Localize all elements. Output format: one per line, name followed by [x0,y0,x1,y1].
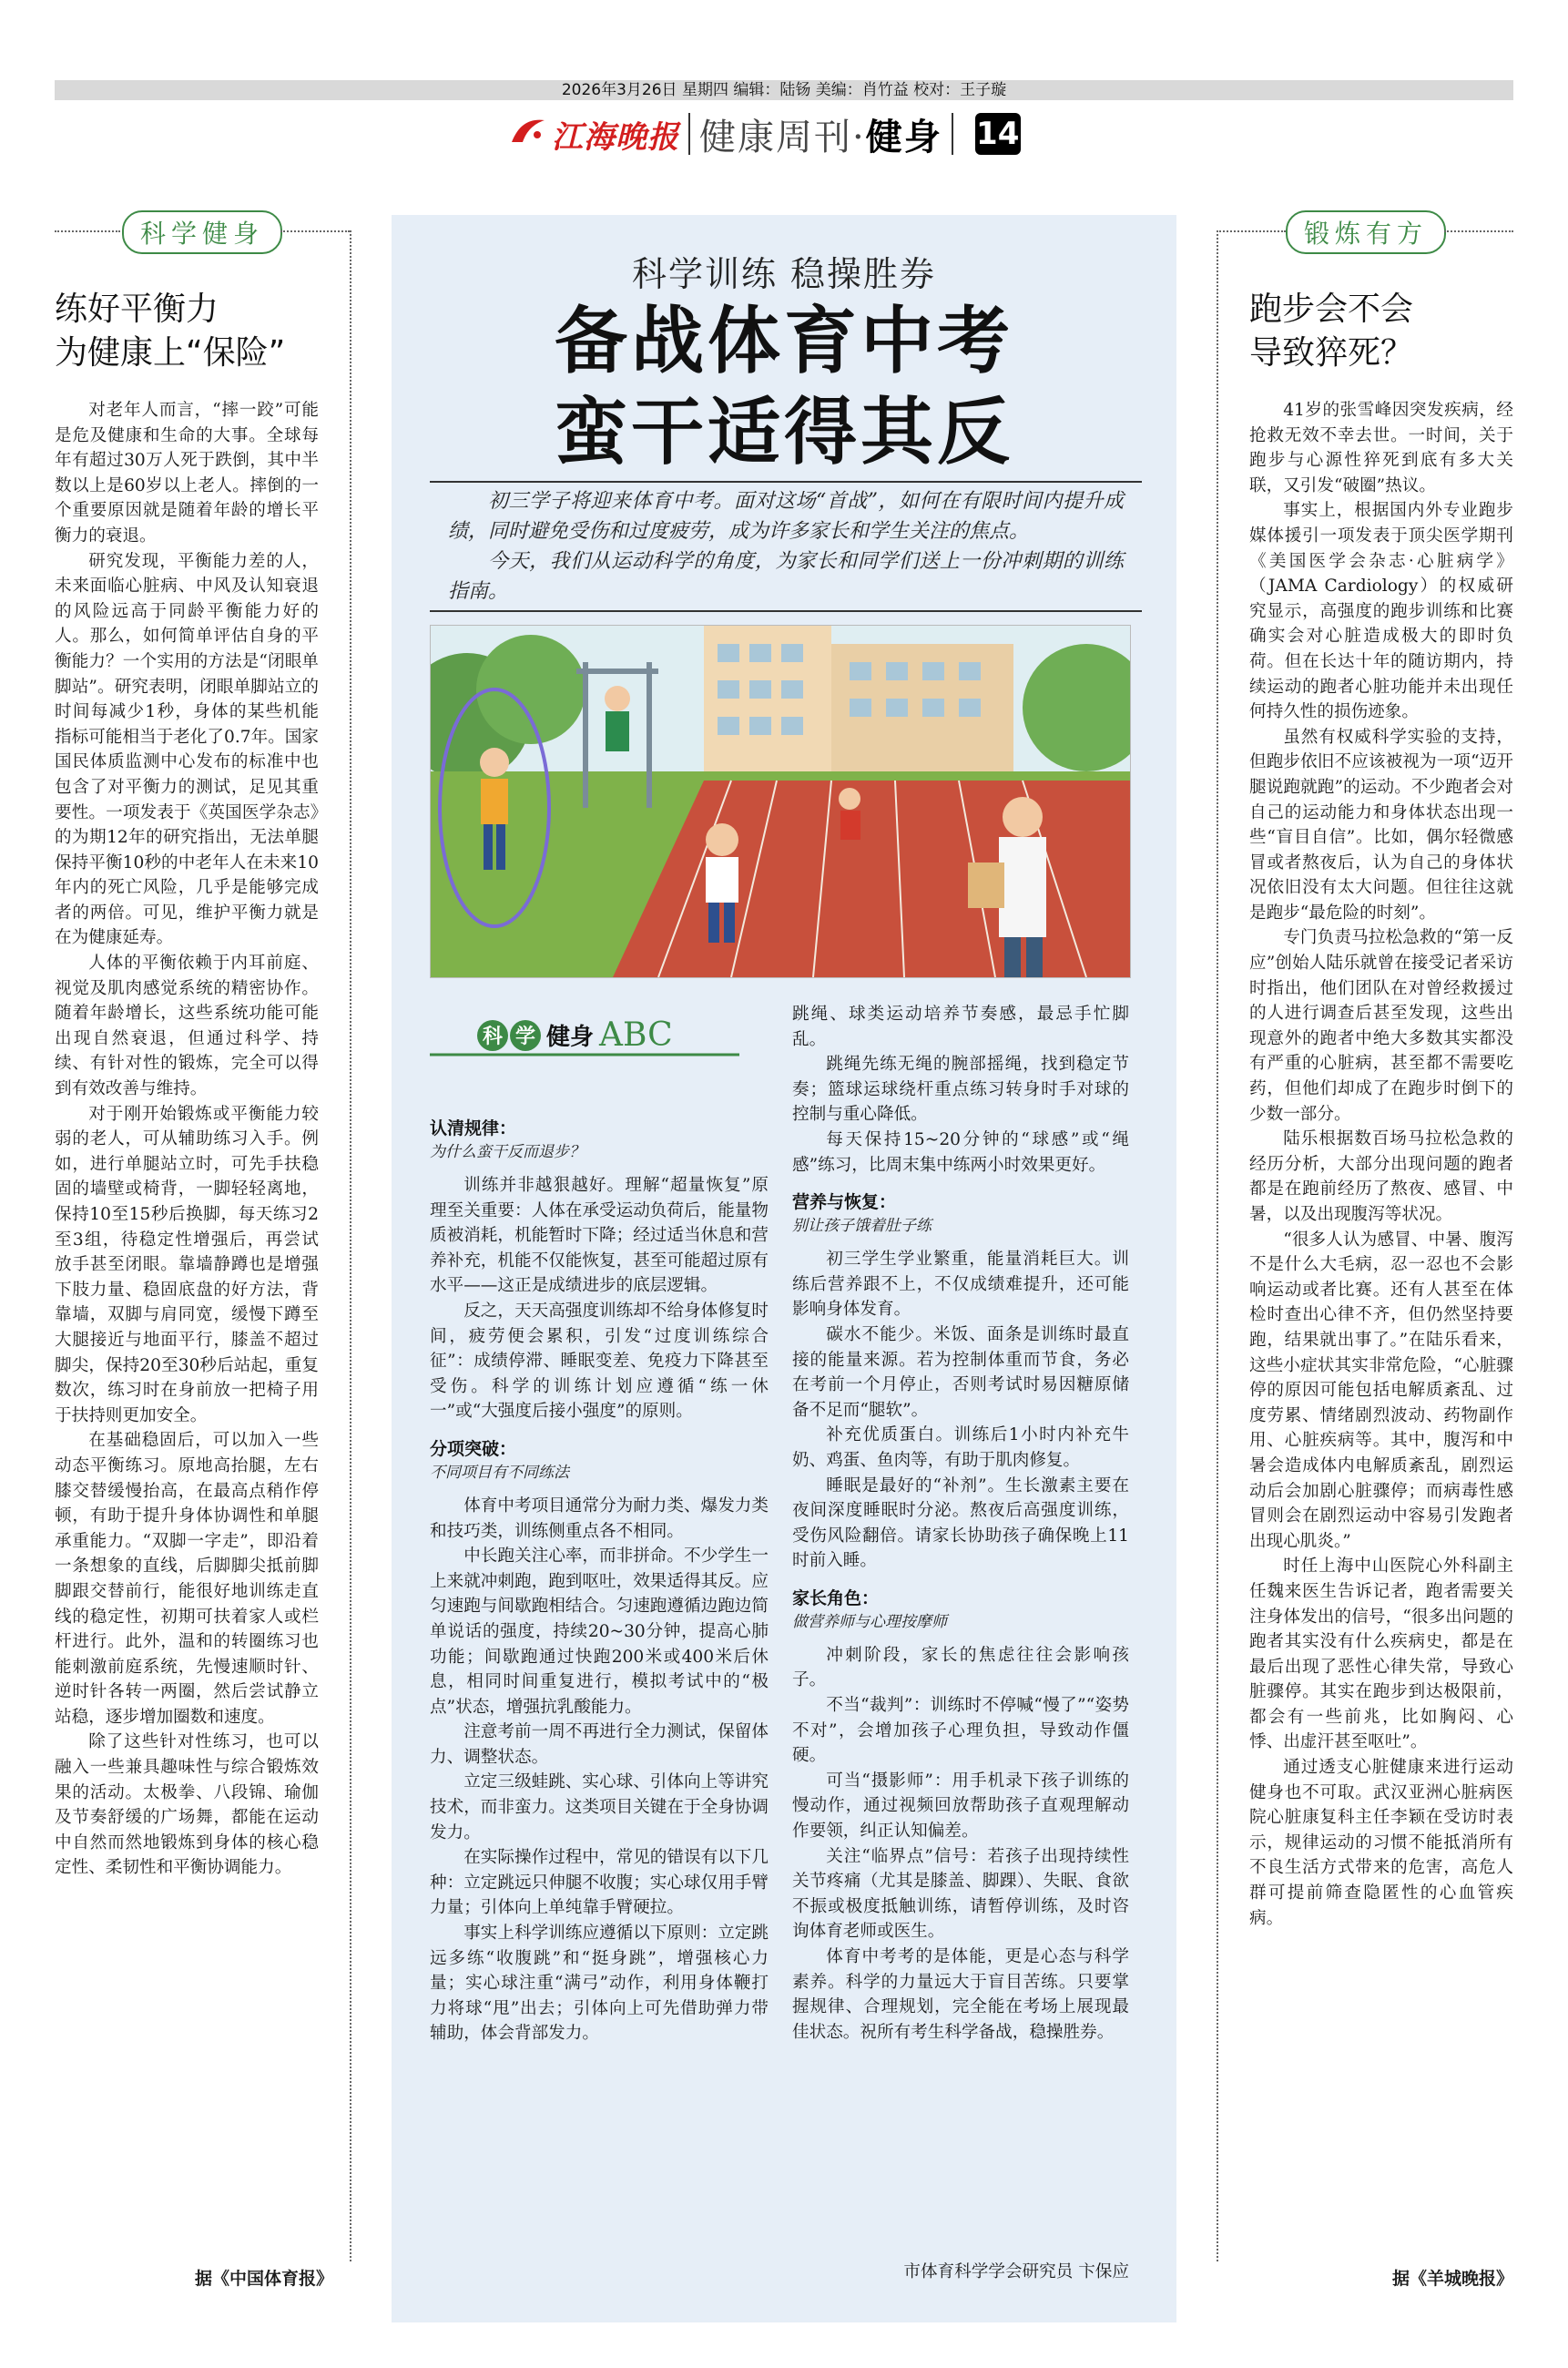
article-paragraph: 虽然有权威科学实验的支持，但跑步依旧不应该被视为一项“迈开腿说跑就跑”的运动。不少跑者会对自己的运动能力和身体状态出现一些“盲目自信”。比如，偶尔轻微感冒或者熬夜后，认为自己的身体状况依旧没有太大问题。但往往这就是跑步“最危险的时刻”。 [1249,727,1513,923]
left-tag-rule [55,230,120,232]
right-article-source: 据《羊城晚报》 [1391,2269,1513,2289]
brand-swoosh-icon [510,115,546,153]
article-paragraph: 时任上海中山医院心外科副主任魏来医生告诉记者，跑者需要关注身体发出的信号，“很多出问题的跑者其实没有什么疾病史，都是在最后出现了恶性心律失常，导致心脏骤停。其实在跑步到达极限前，都会有一些前兆，比如胸闷、心悸、出虚汗甚至呕吐”。 [1249,1557,1513,1752]
article-paragraph: 每天保持15~20分钟的“球感”或“绳感”练习，比周末集中练两小时效果更好。 [792,1129,1129,1175]
left-article-source: 据《中国体育报》 [194,2269,333,2289]
sports-field-illustration [431,626,1130,977]
article-paragraph: 中长跑关注心率，而非拼命。不少学生一上来就冲刺跑，跑到呕吐，效果适得其反。应匀速跑与间歇跑相结合。匀速跑遵循边跑边简单说话的强度，持续20~30分钟，提高心肺功能；间歇跑通过快跑200米或400米后休息，相同时间重复进行，模拟考试中的“极点”状态，增强抗乳酸能力。 [430,1546,769,1717]
masthead [510,107,1074,160]
headline-line2: 蛮干适得其反 [555,390,1013,475]
right-title-line1: 跑步会不会 [1249,291,1414,328]
newspaper-logo [510,112,679,157]
science-fitness-abc-banner [430,1013,739,1060]
article-paragraph: 除了这些针对性练习，也可以融入一些兼具趣味性与综合锻炼效果的活动。太极拳、八段锦、瑜伽及节奏舒缓的广场舞，都能在运动中自然而然地锻炼到身体的核心稳定性、柔韧性和平衡协调能力。 [55,1732,319,1878]
left-tag-rule-2 [280,230,350,232]
article-paragraph: 立定三级蛙跳、实心球、引体向上等讲究技术，而非蛮力。这类项目关键在于全身协调发力。 [430,1772,769,1842]
left-title-line1: 练好平衡力 [55,291,219,328]
article-paragraph: 事实上科学训练应遵循以下原则：立定跳远多练“收腹跳”和“挺身跳”，增强核心力量；实心球注重“满弓”动作，利用身体鞭打力将球“甩”出去；引体向上可先借助弹力带辅助，体会背部发力。 [430,1924,769,2044]
article-paragraph: 不当“裁判”：训练时不停喊“慢了”“姿势不对”，会增加孩子心理负担，导致动作僵硬。 [792,1696,1129,1766]
section-subhead: 家长角色： [792,1587,880,1608]
right-section-tag: 锻炼有方 [1286,210,1446,254]
section-subhead: 营养与恢复： [792,1192,897,1213]
weekly-title [699,108,942,160]
article-paragraph: 今天，我们从运动科学的角度，为家长和同学们送上一份冲刺期的训练指南。 [448,550,1124,603]
dateline: 2026年3月26日 星期四 编辑：陆钖 美编：肖竹益 校对：王子璇 [561,81,1007,99]
article-paragraph: 对于刚开始锻炼或平衡能力较弱的老人，可从辅助练习入手。例如，进行单腿站立时，可先手扶稳固的墙壁或椅背，一脚轻轻离地，保持10至15秒后换脚，每天练习2至3组，待稳定性增强后，再尝试放手甚至闭眼。靠墙静蹲也是增强下肢力量、稳固底盘的好方法，背靠墙，双脚与肩同宽，缓慢下蹲至大腿接近与地面平行，膝盖不超过脚尖，保持20至30秒后站起，重复数次，练习时在身前放一把椅子用于扶持则更加安全。 [55,1104,319,1425]
abc-banner-text [477,1016,673,1054]
article-paragraph: 在基础稳固后，可以加入一些动态平衡练习。原地高抬腿，左右膝交替缓慢抬高，在最高点稍作停顿，有助于提升身体协调性和单腿承重能力。“双脚一字走”，即沿着一条想象的直线，后脚脚尖抵前脚脚跟交替前行，能很好地训练走直线的稳定性，初期可扶着家人或栏杆进行。此外，温和的转圈练习也能刺激前庭系统，先慢速顺时针、逆时针各转一两圈，然后尝试静立站稳，逐步增加圈数和速度。 [55,1431,319,1727]
article-paragraph: 事实上，根据国内外专业跑步媒体援引一项发表于顶尖医学期刊《美国医学会杂志·心脏病学》（JAMA Cardiology）的权威研究显示，高强度的跑步训练和比赛确实会对心脏造成极大的即时负荷。但在长达十年的随访期内，持续运动的跑者心脏功能并未出现任何持久性的损伤迹象。 [1249,501,1513,722]
article-paragraph: 冲刺阶段，家长的焦虑往往会影响孩子。 [792,1645,1129,1690]
article-paragraph: 注意考前一周不再进行全力测试，保留体力、调整状态。 [430,1722,769,1767]
article-paragraph: 可当“摄影师”：用手机录下孩子训练的慢动作，通过视频回放帮助孩子直观理解动作要领，纠正认知偏差。 [792,1771,1129,1842]
left-article-body [55,398,319,1881]
abc-word: 健身 [546,1024,595,1051]
weekly-section: 健身 [865,115,942,158]
article-paragraph: 初三学子将迎来体育中考。面对这场“首战”，如何在有限时间内提升成绩，同时避免受伤和过度疲劳，成为许多家长和学生关注的焦点。 [448,490,1124,543]
right-title-line2: 导致猝死？ [1249,334,1414,372]
article-paragraph: 初三学生学业繁重，能量消耗巨大。训练后营养跟不上，不仅成绩难提升，还可能影响身体发育。 [792,1250,1129,1320]
abc-badge-1: 科 [477,1020,508,1051]
right-article-title [1249,288,1522,375]
article-paragraph: 关注“临界点”信号：若孩子出现持续性关节疼痛（尤其是膝盖、脚踝）、失眠、食欲不振或极度抵触训练，请暂停训练，及时咨询体育老师或医生。 [792,1846,1129,1942]
feature-lead [430,483,1142,607]
abc-badge-2: 学 [510,1020,541,1051]
feature-column-2 [792,1002,1129,2045]
section-subhead: 认清规律： [430,1118,517,1138]
headline-line1: 备战体育中考 [555,299,1013,383]
feature-column-1 [430,1104,769,2046]
article-paragraph: 跳绳先练无绳的腕部摇绳，找到稳定节奏；篮球运球绕杆重点练习转身时手对球的控制与重心降低。 [792,1055,1129,1125]
right-tag-rule-2 [1444,230,1513,232]
section-subhead: 分项突破： [430,1438,517,1459]
section-subnote: 不同项目有不同练法 [430,1463,569,1482]
left-title-line2: 为健康上“保险” [55,334,286,372]
left-column-divider [350,230,351,2261]
lead-box [430,481,1142,612]
article-paragraph: 碳水不能少。米饭、面条是训练时最直接的能量来源。若为控制体重而节食，务必在考前一个月停止，否则考试时易因糖原储备不足而“腿软”。 [792,1324,1129,1420]
article-paragraph: 反之，天天高强度训练却不给身体修复时间，疲劳便会累积，引发“过度训练综合征”：成绩停滞、睡眠变差、免疫力下降甚至受伤。科学的训练计划应遵循“练一休一”或“大强度后接小强度”的原则。 [430,1301,769,1422]
article-paragraph: 对老年人而言，“摔一跤”可能是危及健康和生命的大事。全球每年有超过30万人死于跌倒，其中半数以上是60岁以上老人。摔倒的一个重要原因就是随着年龄的增长平衡力的衰退。 [55,401,319,546]
feature-byline: 市体育科学学会研究员 卞保应 [903,2262,1129,2281]
article-paragraph: 跳绳、球类运动培养节奏感，最忌手忙脚乱。 [792,1005,1129,1049]
right-column-divider [1217,230,1218,2261]
masthead-divider-2 [952,113,953,155]
page-number: 14 [975,113,1021,155]
brand-name: 江海晚报 [552,118,679,156]
section-subnote: 做营养师与心理按摩师 [792,1612,947,1631]
left-section-tag: 科学健身 [122,210,282,254]
right-article-body [1249,398,1513,1931]
article-paragraph: 41岁的张雪峰因突发疾病，经抢救无效不幸去世。一时间，关于跑步与心源性猝死到底有多大关联，又引发“破圈”热议。 [1249,401,1513,495]
article-paragraph: 人体的平衡依赖于内耳前庭、视觉及肌肉感觉系统的精密协作。随着年龄增长，这些系统功能可能出现自然衰退，但通过科学、持续、有针对性的锻炼，完全可以得到有效改善与维持。 [55,954,319,1099]
abc-letters: ABC [599,1016,673,1054]
article-paragraph: “很多人认为感冒、中暑、腹泻不是什么大毛病，忍一忍也不会影响运动或者比赛。还有人甚至在体检时查出心律不齐，但仍然坚持要跑，结果就出事了。”在陆乐看来，这些小症状其实非常危险，“心脏骤停的原因可能包括电解质紊乱、过度劳累、情绪剧烈波动、药物副作用、心脏疾病等。其中，腹泻和中暑会造成体内电解质紊乱，剧烈运动后会加剧心脏骤停；而病毒性感冒则会在剧烈运动中容易引发跑者出现心肌炎。” [1249,1230,1513,1551]
feature-kicker: 科学训练 稳操胜券 [631,254,937,294]
article-paragraph: 体育中考考的是体能，更是心态与科学素养。科学的力量远大于盲目苦练。只要掌握规律、合理规划，完全能在考场上展现最佳状态。祝所有考生科学备战，稳操胜券。 [792,1947,1129,2042]
weekly-prefix: 健康周刊· [699,116,866,158]
article-paragraph: 睡眠是最好的“补剂”。生长激素主要在夜间深度睡眠时分泌。熬夜后高强度训练，受伤风险翻倍。请家长协助孩子确保晚上11时前入睡。 [792,1475,1129,1571]
article-paragraph: 体育中考项目通常分为耐力类、爆发力类和技巧类，训练侧重点各不相同。 [430,1495,769,1541]
article-paragraph: 研究发现，平衡能力差的人，未来面临心脏病、中风及认知衰退的风险远高于同龄平衡能力好的人。那么，如何简单评估自身的平衡能力？一个实用的方法是“闭眼单脚站”。研究表明，闭眼单脚站立的时间每减少1秒，身体的某些机能指标可能相当于老化了0.7年。国家国民体质监测中心发布的标准中也包含了对平衡力的测试，足见其重要性。一项发表于《英国医学杂志》的为期12年的研究指出，无法单腿保持平衡10秒的中老年人在未来10年内的死亡风险，几乎是能够完成者的两倍。可见，维护平衡力就是在为健康延寿。 [55,551,319,948]
article-paragraph: 通过透支心脏健康来进行运动健身也不可取。武汉亚洲心脏病医院心脏康复科主任李颖在受访时表示，规律运动的习惯不能抵消所有不良生活方式带来的危害，高危人群可提前筛查隐匿性的心血管疾病。 [1249,1758,1513,1928]
article-paragraph: 补充优质蛋白。训练后1小时内补充牛奶、鸡蛋、鱼肉等，有助于肌肉修复。 [792,1425,1129,1470]
article-paragraph: 专门负责马拉松急救的“第一反应”创始人陆乐就曾在接受记者采访时指出，他们团队在对曾经救援过的人进行调查后甚至发现，这些出现意外的跑者中绝大多数其实都没有严重的心脏病，甚至都不需要吃药，但他们却成了在跑步时倒下的少数一部分。 [1249,928,1513,1124]
article-paragraph: 陆乐根据数百场马拉松急救的经历分析，大部分出现问题的跑者都是在跑前经历了熬夜、感冒、中暑，以及出现腹泻等状况。 [1249,1129,1513,1224]
article-paragraph: 在实际操作过程中，常见的错误有以下几种：立定跳远只伸腿不收腹；实心球仅用手臂力量；引体向上单纯靠手臂硬拉。 [430,1848,769,1918]
feature-headline [392,296,1176,478]
feature-illustration [430,625,1131,978]
article-paragraph: 训练并非越狠越好。理解“超量恢复”原理至关重要：人体在承受运动负荷后，能量物质被消耗，机能暂时下降；经过适当休息和营养补充，机能不仅能恢复，甚至可能超过原有水平——这正是成绩进步的底层逻辑。 [430,1176,769,1296]
section-subnote: 为什么蛮干反而退步？ [430,1143,585,1161]
right-tag-rule [1217,230,1286,232]
left-article-title [55,288,346,375]
section-subnote: 别让孩子饿着肚子练 [792,1217,932,1236]
masthead-divider [688,113,690,155]
